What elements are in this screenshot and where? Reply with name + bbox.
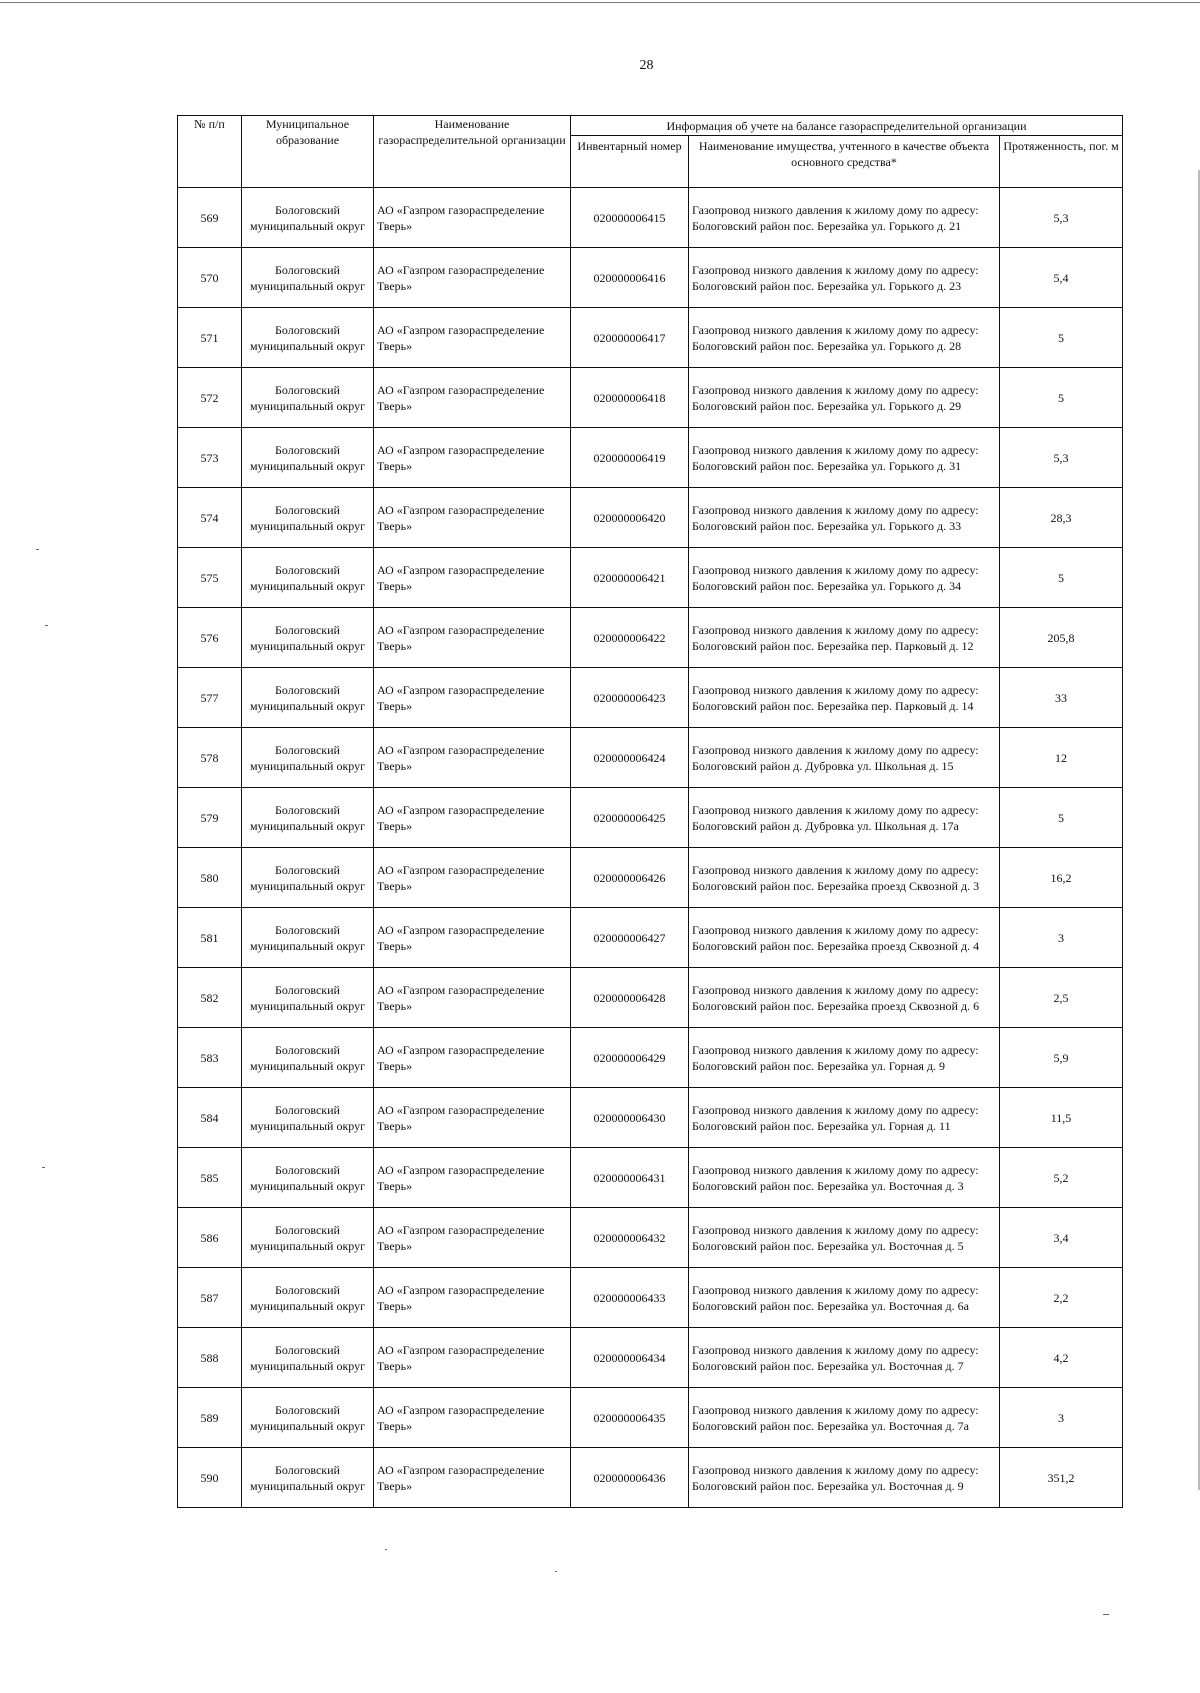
page-number: 28 (639, 58, 654, 73)
organization-cell: АО «Газпром газораспределение Тверь» (374, 1268, 571, 1328)
row-number: 571 (178, 308, 242, 368)
organization-cell: АО «Газпром газораспределение Тверь» (374, 1208, 571, 1268)
table-header (178, 116, 1123, 188)
municipality-cell: Бологовский муниципальный округ (242, 308, 374, 368)
length-cell: 4,2 (1000, 1328, 1123, 1388)
municipality-cell: Бологовский муниципальный округ (242, 488, 374, 548)
header-municipality: Муниципальное образование (242, 116, 374, 188)
inventory-number-cell: 020000006429 (571, 1028, 689, 1088)
length-cell: 5,9 (1000, 1028, 1123, 1088)
property-name-cell: Газопровод низкого давления к жилому дому по адресу: Бологовский район пос. Березайка ул. Горная д. 11 (689, 1088, 1000, 1148)
scan-speck (1103, 1614, 1109, 1615)
inventory-number-cell: 020000006418 (571, 368, 689, 428)
organization-cell: АО «Газпром газораспределение Тверь» (374, 248, 571, 308)
organization-cell: АО «Газпром газораспределение Тверь» (374, 848, 571, 908)
property-register-table (177, 115, 1123, 1508)
length-cell: 3,4 (1000, 1208, 1123, 1268)
table-row (178, 1448, 1123, 1508)
inventory-number-cell: 020000006417 (571, 308, 689, 368)
organization-cell: АО «Газпром газораспределение Тверь» (374, 608, 571, 668)
property-name-cell: Газопровод низкого давления к жилому дому по адресу: Бологовский район пос. Березайка ул. Горная д. 9 (689, 1028, 1000, 1088)
table-row (178, 968, 1123, 1028)
property-name-cell: Газопровод низкого давления к жилому дому по адресу: Бологовский район пос. Березайка проезд Сквозной д. 6 (689, 968, 1000, 1028)
length-cell: 5 (1000, 368, 1123, 428)
property-name-cell: Газопровод низкого давления к жилому дому по адресу: Бологовский район пос. Березайка ул. Восточная д. 9 (689, 1448, 1000, 1508)
municipality-cell: Бологовский муниципальный округ (242, 1148, 374, 1208)
municipality-cell: Бологовский муниципальный округ (242, 368, 374, 428)
organization-cell: АО «Газпром газораспределение Тверь» (374, 1328, 571, 1388)
property-name-cell: Газопровод низкого давления к жилому дому по адресу: Бологовский район пос. Березайка пер. Парковый д. 12 (689, 608, 1000, 668)
property-name-cell: Газопровод низкого давления к жилому дому по адресу: Бологовский район пос. Березайка ул. Горького д. 34 (689, 548, 1000, 608)
inventory-number-cell: 020000006432 (571, 1208, 689, 1268)
inventory-number-cell: 020000006422 (571, 608, 689, 668)
row-number: 573 (178, 428, 242, 488)
length-cell: 3 (1000, 908, 1123, 968)
property-name-cell: Газопровод низкого давления к жилому дому по адресу: Бологовский район пос. Березайка ул. Восточная д. 6а (689, 1268, 1000, 1328)
inventory-number-cell: 020000006436 (571, 1448, 689, 1508)
organization-cell: АО «Газпром газораспределение Тверь» (374, 668, 571, 728)
property-name-cell: Газопровод низкого давления к жилому дому по адресу: Бологовский район пос. Березайка ул. Восточная д. 7а (689, 1388, 1000, 1448)
row-number: 582 (178, 968, 242, 1028)
property-name-cell: Газопровод низкого давления к жилому дому по адресу: Бологовский район пос. Березайка ул. Горького д. 28 (689, 308, 1000, 368)
row-number: 581 (178, 908, 242, 968)
inventory-number-cell: 020000006421 (571, 548, 689, 608)
length-cell: 11,5 (1000, 1088, 1123, 1148)
organization-cell: АО «Газпром газораспределение Тверь» (374, 908, 571, 968)
municipality-cell: Бологовский муниципальный округ (242, 1388, 374, 1448)
row-number: 575 (178, 548, 242, 608)
table-row (178, 1388, 1123, 1448)
inventory-number-cell: 020000006431 (571, 1148, 689, 1208)
length-cell: 205,8 (1000, 608, 1123, 668)
municipality-cell: Бологовский муниципальный округ (242, 1208, 374, 1268)
length-cell: 5,2 (1000, 1148, 1123, 1208)
table-row (178, 368, 1123, 428)
property-name-cell: Газопровод низкого давления к жилому дому по адресу: Бологовский район д. Дубровка ул. Школьная д. 15 (689, 728, 1000, 788)
length-cell: 12 (1000, 728, 1123, 788)
length-cell: 5,3 (1000, 428, 1123, 488)
municipality-cell: Бологовский муниципальный округ (242, 848, 374, 908)
property-name-cell: Газопровод низкого давления к жилому дому по адресу: Бологовский район пос. Березайка ул. Горького д. 29 (689, 368, 1000, 428)
header-property-name: Наименование имущества, учтенного в качестве объекта основного средства* (689, 136, 1000, 188)
scan-speck (36, 549, 39, 550)
table-row (178, 1148, 1123, 1208)
table-row (178, 788, 1123, 848)
table-row (178, 248, 1123, 308)
row-number: 590 (178, 1448, 242, 1508)
municipality-cell: Бологовский муниципальный округ (242, 908, 374, 968)
row-number: 588 (178, 1328, 242, 1388)
length-cell: 5,3 (1000, 188, 1123, 248)
row-number: 586 (178, 1208, 242, 1268)
length-cell: 5 (1000, 788, 1123, 848)
municipality-cell: Бологовский муниципальный округ (242, 668, 374, 728)
table-row (178, 488, 1123, 548)
row-number: 569 (178, 188, 242, 248)
inventory-number-cell: 020000006415 (571, 188, 689, 248)
table-row (178, 1208, 1123, 1268)
length-cell: 16,2 (1000, 848, 1123, 908)
table-row (178, 1028, 1123, 1088)
organization-cell: АО «Газпром газораспределение Тверь» (374, 1148, 571, 1208)
property-name-cell: Газопровод низкого давления к жилому дому по адресу: Бологовский район пос. Березайка ул. Горького д. 33 (689, 488, 1000, 548)
row-number: 584 (178, 1088, 242, 1148)
property-name-cell: Газопровод низкого давления к жилому дому по адресу: Бологовский район пос. Березайка ул. Восточная д. 5 (689, 1208, 1000, 1268)
municipality-cell: Бологовский муниципальный округ (242, 248, 374, 308)
row-number: 572 (178, 368, 242, 428)
organization-cell: АО «Газпром газораспределение Тверь» (374, 428, 571, 488)
header-num: № п/п (178, 116, 242, 188)
municipality-cell: Бологовский муниципальный округ (242, 1268, 374, 1328)
length-cell: 5 (1000, 548, 1123, 608)
table-body (178, 188, 1123, 1508)
length-cell: 33 (1000, 668, 1123, 728)
table-row (178, 188, 1123, 248)
header-balance-info: Информация об учете на балансе газораспределительной организации (571, 116, 1123, 136)
table-row (178, 728, 1123, 788)
organization-cell: АО «Газпром газораспределение Тверь» (374, 308, 571, 368)
scan-speck (555, 1571, 557, 1572)
scan-edge-line (0, 2, 1200, 3)
table-row (178, 428, 1123, 488)
organization-cell: АО «Газпром газораспределение Тверь» (374, 968, 571, 1028)
length-cell: 351,2 (1000, 1448, 1123, 1508)
length-cell: 2,5 (1000, 968, 1123, 1028)
table-row (178, 308, 1123, 368)
scan-speck (385, 1549, 387, 1550)
organization-cell: АО «Газпром газораспределение Тверь» (374, 728, 571, 788)
row-number: 589 (178, 1388, 242, 1448)
organization-cell: АО «Газпром газораспределение Тверь» (374, 188, 571, 248)
table-row (178, 1088, 1123, 1148)
scan-speck (45, 625, 48, 626)
header-organization: Наименование газораспределительной организации (374, 116, 571, 188)
property-name-cell: Газопровод низкого давления к жилому дому по адресу: Бологовский район пос. Березайка пер. Парковый д. 14 (689, 668, 1000, 728)
table-row (178, 908, 1123, 968)
municipality-cell: Бологовский муниципальный округ (242, 1088, 374, 1148)
table-row (178, 1268, 1123, 1328)
row-number: 576 (178, 608, 242, 668)
organization-cell: АО «Газпром газораспределение Тверь» (374, 1448, 571, 1508)
row-number: 577 (178, 668, 242, 728)
municipality-cell: Бологовский муниципальный округ (242, 1448, 374, 1508)
property-name-cell: Газопровод низкого давления к жилому дому по адресу: Бологовский район пос. Березайка ул. Восточная д. 3 (689, 1148, 1000, 1208)
length-cell: 5,4 (1000, 248, 1123, 308)
inventory-number-cell: 020000006425 (571, 788, 689, 848)
organization-cell: АО «Газпром газораспределение Тверь» (374, 368, 571, 428)
inventory-number-cell: 020000006419 (571, 428, 689, 488)
property-name-cell: Газопровод низкого давления к жилому дому по адресу: Бологовский район пос. Березайка ул. Восточная д. 7 (689, 1328, 1000, 1388)
row-number: 570 (178, 248, 242, 308)
organization-cell: АО «Газпром газораспределение Тверь» (374, 488, 571, 548)
inventory-number-cell: 020000006420 (571, 488, 689, 548)
organization-cell: АО «Газпром газораспределение Тверь» (374, 788, 571, 848)
inventory-number-cell: 020000006426 (571, 848, 689, 908)
table-row (178, 548, 1123, 608)
municipality-cell: Бологовский муниципальный округ (242, 788, 374, 848)
table-row (178, 1328, 1123, 1388)
municipality-cell: Бологовский муниципальный округ (242, 188, 374, 248)
organization-cell: АО «Газпром газораспределение Тверь» (374, 548, 571, 608)
property-name-cell: Газопровод низкого давления к жилому дому по адресу: Бологовский район пос. Березайка проезд Сквозной д. 4 (689, 908, 1000, 968)
inventory-number-cell: 020000006434 (571, 1328, 689, 1388)
property-name-cell: Газопровод низкого давления к жилому дому по адресу: Бологовский район пос. Березайка ул. Горького д. 23 (689, 248, 1000, 308)
organization-cell: АО «Газпром газораспределение Тверь» (374, 1028, 571, 1088)
property-name-cell: Газопровод низкого давления к жилому дому по адресу: Бологовский район пос. Березайка проезд Сквозной д. 3 (689, 848, 1000, 908)
header-length: Протяженность, пог. м (1000, 136, 1123, 188)
municipality-cell: Бологовский муниципальный округ (242, 1028, 374, 1088)
table-row (178, 608, 1123, 668)
row-number: 587 (178, 1268, 242, 1328)
inventory-number-cell: 020000006430 (571, 1088, 689, 1148)
inventory-number-cell: 020000006427 (571, 908, 689, 968)
inventory-number-cell: 020000006433 (571, 1268, 689, 1328)
inventory-number-cell: 020000006435 (571, 1388, 689, 1448)
municipality-cell: Бологовский муниципальный округ (242, 728, 374, 788)
table-row (178, 848, 1123, 908)
inventory-number-cell: 020000006423 (571, 668, 689, 728)
municipality-cell: Бологовский муниципальный округ (242, 428, 374, 488)
length-cell: 3 (1000, 1388, 1123, 1448)
length-cell: 5 (1000, 308, 1123, 368)
row-number: 585 (178, 1148, 242, 1208)
property-name-cell: Газопровод низкого давления к жилому дому по адресу: Бологовский район пос. Березайка ул. Горького д. 31 (689, 428, 1000, 488)
municipality-cell: Бологовский муниципальный округ (242, 608, 374, 668)
inventory-number-cell: 020000006428 (571, 968, 689, 1028)
organization-cell: АО «Газпром газораспределение Тверь» (374, 1088, 571, 1148)
municipality-cell: Бологовский муниципальный округ (242, 968, 374, 1028)
row-number: 579 (178, 788, 242, 848)
row-number: 578 (178, 728, 242, 788)
municipality-cell: Бологовский муниципальный округ (242, 548, 374, 608)
row-number: 580 (178, 848, 242, 908)
property-name-cell: Газопровод низкого давления к жилому дому по адресу: Бологовский район пос. Березайка ул. Горького д. 21 (689, 188, 1000, 248)
organization-cell: АО «Газпром газораспределение Тверь» (374, 1388, 571, 1448)
row-number: 574 (178, 488, 242, 548)
length-cell: 2,2 (1000, 1268, 1123, 1328)
inventory-number-cell: 020000006424 (571, 728, 689, 788)
row-number: 583 (178, 1028, 242, 1088)
municipality-cell: Бологовский муниципальный округ (242, 1328, 374, 1388)
scan-speck (42, 1167, 45, 1168)
inventory-number-cell: 020000006416 (571, 248, 689, 308)
header-inventory-number: Инвентарный номер (571, 136, 689, 188)
length-cell: 28,3 (1000, 488, 1123, 548)
property-name-cell: Газопровод низкого давления к жилому дому по адресу: Бологовский район д. Дубровка ул. Школьная д. 17а (689, 788, 1000, 848)
table-row (178, 668, 1123, 728)
